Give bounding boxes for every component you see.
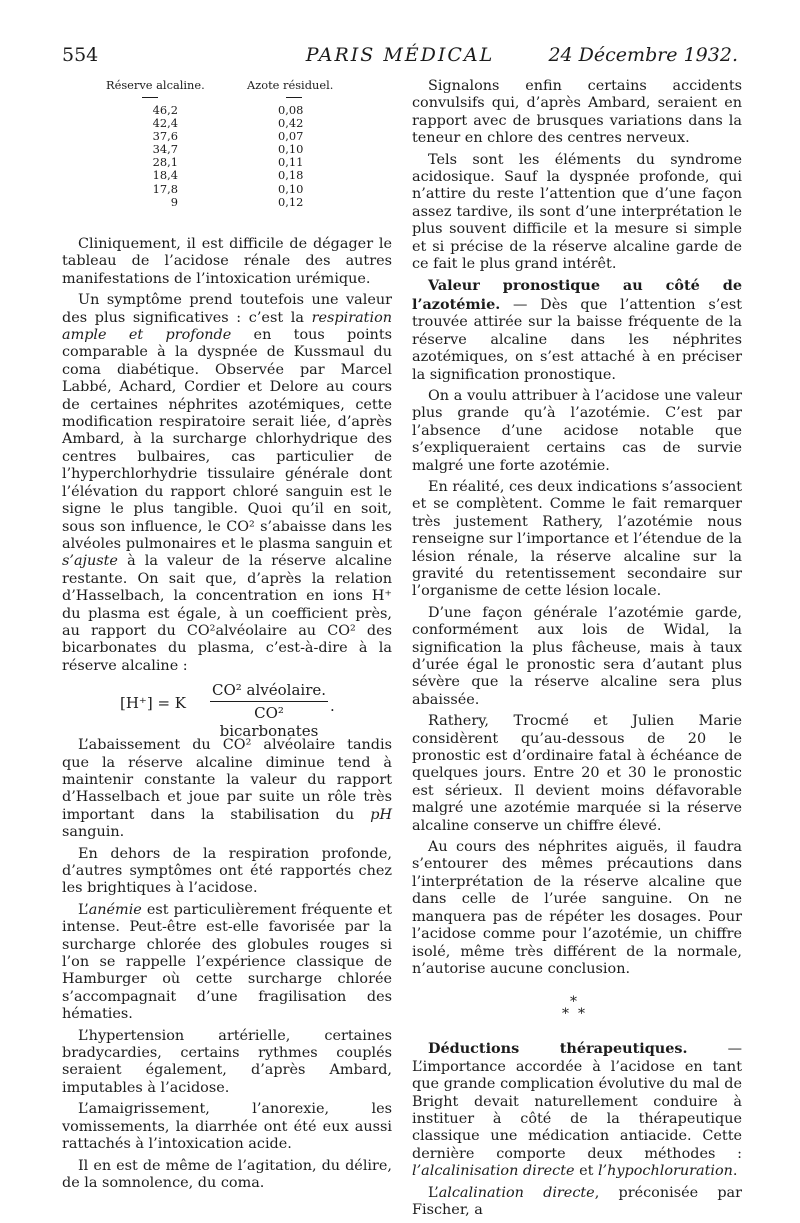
paragraph: L’hypertension artérielle, certaines bradycardies, certains rythmes couplés seraient également, d’après Ambard, imputables à l’acidose. — [62, 1027, 392, 1096]
table-cell: 28,1 — [152, 155, 178, 170]
table-header-residual-nitrogen: Azote résiduel. — [247, 78, 334, 92]
table-rule — [286, 97, 302, 98]
section-heading: Valeur pronostique au côté de l’azotémie. — [412, 277, 742, 313]
right-column — [412, 78, 742, 1223]
text-run: L’ — [78, 901, 89, 918]
table-cell: 37,6 — [152, 129, 178, 144]
table-cell: 34,7 — [152, 142, 178, 157]
table-cell: 0,12 — [278, 194, 304, 209]
text-run: — Dès que l’attention s’est trouvée attirée sur la baisse fréquente de la réserve alcaline dans les néphrites azotémiques, on s’est attaché à en préciser la signification pronostique. — [412, 296, 742, 383]
italic-text: pH — [370, 806, 392, 823]
asterisk: * — [578, 1006, 585, 1023]
text-run: Un symptôme prend toutefois une valeur des plus significatives : c’est la — [62, 292, 392, 326]
paragraph — [62, 292, 392, 675]
section-separator — [412, 994, 742, 1030]
paragraph: D’une façon générale l’azotémie garde, conformément aux lois de Widal, la signification la plus fâcheuse, mais à taux d’urée égal le pronostic sera d’autant plus sévère que la réserve alcaline sera plus abaissée. — [412, 604, 742, 708]
text-run: — L’importance accordée à l’acidose en tant que grande complication évolutive du mal de Bright devait naturellement conduire à instituer à côté de la thérapeutique classique une médication antiacide. Cette dernière comporte deux méthodes : — [412, 1041, 742, 1162]
paragraph: Signalons enfin certains accidents convulsifs qui, d’après Ambard, seraient en rapport avec de brusques variations dans la teneur en chlore des centres nerveux. — [412, 78, 742, 147]
text-run: est particulièrement fréquente et intense. Peut-être est-elle favorisée par la surcharge chlorée des globules rouges si l’on se rappelle l’expérience classique de Hamburger où cette surcharge chlorée s’accompagnait d’une fragilisation des hématies. — [62, 901, 392, 1023]
italic-text: s’ajuste — [62, 553, 118, 570]
table-cell: 46,2 — [152, 103, 178, 117]
italic-text: alcalination directe — [438, 1184, 595, 1201]
text-run: et — [574, 1163, 598, 1180]
text-run: . — [732, 1163, 738, 1180]
paragraph: En réalité, ces deux indications s’associent et se complètent. Comme le fait remarquer très justement Rathery, l’azotémie nous renseigne sur l’importance et l’étendue de la lésion rénale, la réserve alcaline sur la gravité du retentissement secondaire sur l’organisme de cette lésion locale. — [412, 478, 743, 600]
paragraph — [412, 1185, 742, 1220]
page-header — [62, 44, 738, 72]
issue-date: 24 Décembre 1932. — [548, 44, 738, 66]
paragraph — [412, 277, 742, 383]
paragraph: Il en est de même de l’agitation, du délire, de la somnolence, du coma. — [62, 1157, 392, 1191]
section-heading: Déductions thérapeutiques. — [428, 1040, 688, 1058]
table-cell: 0,42 — [278, 116, 304, 131]
left-column — [62, 78, 392, 1196]
table-cell: 0,10 — [278, 181, 304, 196]
paragraph: Au cours des néphrites aiguës, il faudra s’entourer des mêmes précautions dans l’interprétation de la réserve alcaline que dans celle de l’urée sanguine. On ne manquera pas de répéter les dosages. Pour l’acidose comme pour l’azotémie, un chiffre isolé, même très différent de la normale, n’autorise aucune conclusion. — [412, 839, 742, 977]
text-run: en tous points comparable à la dyspnée de Kussmaul du coma diabétique. Observée par Marcel Labbé, Achard, Cordier et Delore au cours de certaines néphrites azotémiques, cette modification respiratoire serait liée, d’après Ambard, à la surcharge chlorhydrique des centres bulbaires, cas particulier de l’hyperchlorhydrie tissulaire générale dont l’élévation du rapport chloré sanguin est le signe le plus tangible. Quoi qu’il en soit, sous son influence, le CO² s’abaisse dans les alvéoles pulmonaires et le plasma sanguin et — [62, 327, 392, 552]
residual-nitrogen-values — [278, 104, 318, 209]
data-table — [62, 78, 392, 228]
paragraph: Tels sont les éléments du syndrome acidosique. Sauf la dyspnée profonde, qui n’attire du reste l’attention que d’une façon assez tardive, ils sont d’une interprétation le plus souvent difficile et la mesure si simple et si précise de la réserve alcaline garde de ce fait le plus grand intérêt. — [412, 151, 742, 273]
paragraph: On a voulu attribuer à l’acidose une valeur plus grande qu’à l’azotémie. C’est par l’absence d’une acidose notable que s’expliqueraient certains cas de survie malgré une forte azotémie. — [412, 387, 742, 474]
table-cell: 0,08 — [278, 103, 304, 117]
paragraph — [412, 1040, 742, 1180]
text-run: à la valeur de la réserve alcaline restante. On sait que, d’après la relation d’Hasselbach, la concentration en ions H⁺ du plasma est égale, à un coefficient près, au rapport du CO²alvéolaire au CO² des bicarbonates du plasma, c’est-à-dire à la réserve alcaline : — [62, 553, 392, 674]
table-cell: 18,4 — [152, 168, 178, 183]
table-cell: 9 — [170, 194, 178, 209]
text-run: sanguin. — [62, 824, 125, 841]
table-cell: 0,18 — [278, 168, 304, 183]
paragraph — [62, 902, 392, 1024]
table-header-alkaline-reserve: Réserve alcaline. — [106, 78, 205, 92]
asterisk: * — [570, 994, 577, 1011]
paragraph: L’amaigrissement, l’anorexie, les vomissements, la diarrhée ont été eux aussi rattachés à l’intoxication acide. — [62, 1101, 392, 1153]
asterisk: * — [562, 1006, 569, 1023]
journal-title: PARIS MÉDICAL — [305, 44, 495, 66]
paragraph: Cliniquement, il est difficile de dégager le tableau de l’acidose rénale des autres manifestations de l’intoxication urémique. — [62, 236, 392, 287]
page-number: 554 — [62, 44, 99, 66]
paragraph: En dehors de la respiration profonde, d’autres symptômes ont été rapportés chez les brightiques à l’acidose. — [62, 845, 392, 897]
text-run: , préconisée par Fischer, a — [412, 1184, 743, 1218]
table-rule — [142, 97, 158, 98]
table-cell: 17,8 — [152, 181, 178, 196]
formula-end: . — [330, 697, 335, 716]
hasselbach-formula — [62, 679, 392, 741]
paragraph — [62, 737, 392, 841]
text-run: L’ — [428, 1184, 439, 1201]
table-cell: 0,11 — [278, 155, 304, 170]
italic-text: l’alcalinisation directe — [412, 1163, 575, 1180]
formula-fraction — [210, 681, 328, 740]
table-cell: 0,07 — [278, 129, 304, 144]
table-cell: 42,4 — [152, 116, 178, 131]
italic-text: anémie — [88, 901, 142, 918]
table-cell: 0,10 — [278, 142, 304, 157]
paragraph: Rathery, Trocmé et Julien Marie considèrent qu’au-dessous de 20 le pronostic est d’ordinaire fatal à échéance de quelques jours. Entre 20 et 30 le pronostic est sérieux. Il devient moins défavorable malgré une azotémie marquée si la réserve alcaline conserve un chiffre élevé. — [412, 713, 742, 834]
formula-lhs: [H⁺] = K — [120, 694, 187, 713]
text-run: L’abaissement du CO² alvéolaire tandis que la réserve alcaline diminue tend à maintenir constante la valeur du rapport d’Hasselbach et joue par suite un rôle très important dans la stabilisation du — [62, 737, 392, 823]
italic-text: respiration ample et profonde — [62, 309, 392, 344]
italic-text: l’hypochloruration — [597, 1163, 733, 1180]
alkaline-reserve-values — [138, 104, 178, 209]
formula-numerator: CO² alvéolaire. — [210, 681, 328, 702]
formula-denominator: CO² bicarbonates — [219, 704, 319, 741]
